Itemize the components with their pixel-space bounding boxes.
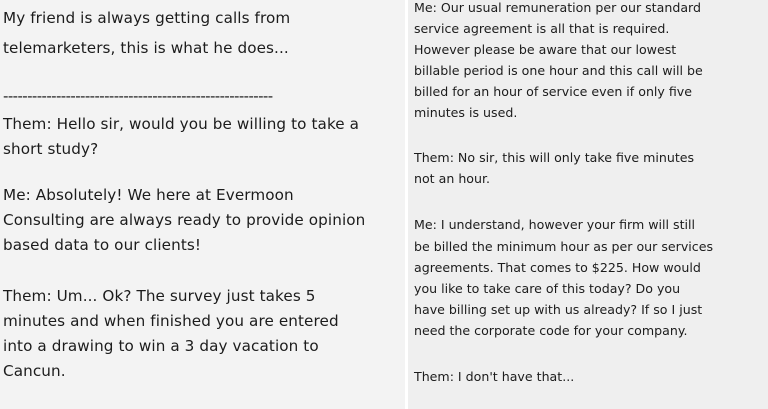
right-msg-3-line-6: need the corporate code for your company. xyxy=(414,323,688,338)
right-msg-3-line-2: be billed the minimum hour as per our services xyxy=(414,239,714,254)
right-msg-1-line-1: Me: Our usual remuneration per our standard xyxy=(414,0,701,15)
right-msg-3-line-3: agreements. That comes to $225. How would xyxy=(414,260,701,275)
right-msg-3-line-4: you like to take care of this today? Do you xyxy=(414,281,681,296)
right-msg-1-line-6: minutes is used. xyxy=(414,105,518,120)
left-msg-3-line-4: Cancun. xyxy=(3,362,66,380)
right-msg-3-line-5: have billing set up with us already? If so I just xyxy=(414,302,703,317)
dashed-divider: -------------------------------------------------------- xyxy=(3,87,273,105)
right-msg-2-line-2: not an hour. xyxy=(414,171,491,186)
right-msg-4-line-1: Them: I don't have that... xyxy=(414,369,575,384)
left-msg-1-line-2: short study? xyxy=(3,140,99,158)
left-msg-1-line-1: Them: Hello sir, would you be willing to take a xyxy=(3,115,360,133)
intro-line-2: telemarketers, this is what he does... xyxy=(3,39,289,57)
left-msg-2-line-3: based data to our clients! xyxy=(3,236,202,254)
left-msg-3-line-1: Them: Um... Ok? The survey just takes 5 xyxy=(3,287,316,305)
left-msg-3-line-3: into a drawing to win a 3 day vacation to xyxy=(3,337,319,355)
left-msg-2-line-1: Me: Absolutely! We here at Evermoon xyxy=(3,186,294,204)
left-msg-3-line-2: minutes and when finished you are entered xyxy=(3,312,339,330)
right-text-column xyxy=(408,0,768,409)
right-msg-1-line-2: service agreement is all that is required. xyxy=(414,21,670,36)
right-msg-1-line-3: However please be aware that our lowest xyxy=(414,42,677,57)
right-msg-1-line-4: billable period is one hour and this call will be xyxy=(414,63,703,78)
right-msg-2-line-1: Them: No sir, this will only take five minutes xyxy=(414,150,695,165)
right-msg-1-line-5: billed for an hour of service even if only five xyxy=(414,84,693,99)
right-msg-3-line-1: Me: I understand, however your firm will still xyxy=(414,217,696,232)
intro-line-1: My friend is always getting calls from xyxy=(3,9,291,27)
left-msg-2-line-2: Consulting are always ready to provide opinion xyxy=(3,211,366,229)
